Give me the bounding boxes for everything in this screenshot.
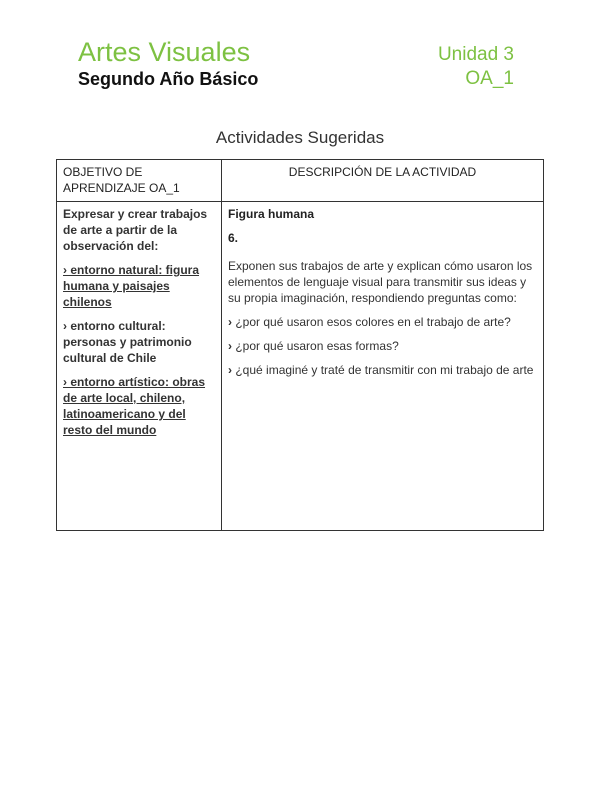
document-subtitle: Segundo Año Básico: [78, 69, 259, 89]
activity-question: [228, 338, 537, 354]
question-text: ¿qué imaginé y traté de transmitir con mi trabajo de arte: [235, 363, 534, 377]
table-row: [57, 202, 544, 531]
bullet-marker: ›: [228, 363, 232, 377]
objective-item-cultural: › entorno cultural: personas y patrimonio cultural de Chile: [63, 319, 192, 365]
objective-column-header: OBJETIVO DE APRENDIZAJE OA_1: [57, 160, 222, 202]
table-header-row: [57, 160, 544, 202]
objective-cell: [57, 202, 222, 531]
activity-question: [228, 362, 537, 378]
objective-intro: Expresar y crear trabajos de arte a partir de la observación del:: [63, 207, 208, 253]
activity-number: 6.: [228, 231, 239, 245]
activity-cell: [222, 202, 544, 531]
unit-label: Unidad 3: [437, 44, 514, 65]
objective-item-natural-text: › entorno natural: figura humana y paisajes chilenos: [63, 263, 199, 309]
question-text: ¿por qué usaron esos colores en el trabajo de arte?: [235, 315, 511, 329]
objective-item-artistic: [63, 374, 215, 438]
document-title: Artes Visuales: [78, 37, 251, 67]
bullet-marker: ›: [228, 339, 232, 353]
bullet-marker: ›: [228, 315, 232, 329]
objective-item-artistic-text: › entorno artístico: obras de arte local, chileno, latinoamericano y del resto del mundo: [63, 375, 206, 437]
activity-title: Figura humana: [228, 207, 315, 221]
activity-question: [228, 314, 537, 330]
activity-description: Exponen sus trabajos de arte y explican cómo usaron los elementos de lenguaje visual para transmitir sus ideas y su propia imaginación, respondiendo preguntas como:: [228, 259, 533, 305]
activity-column-header: DESCRIPCIÓN DE LA ACTIVIDAD: [222, 160, 544, 202]
question-text: ¿por qué usaron esas formas?: [235, 339, 399, 353]
objective-item-natural: [63, 262, 215, 310]
oa-label: OA_1: [465, 68, 514, 89]
activities-table: [56, 159, 544, 531]
document-header: [78, 36, 514, 90]
section-title: Actividades Sugeridas: [215, 128, 385, 147]
